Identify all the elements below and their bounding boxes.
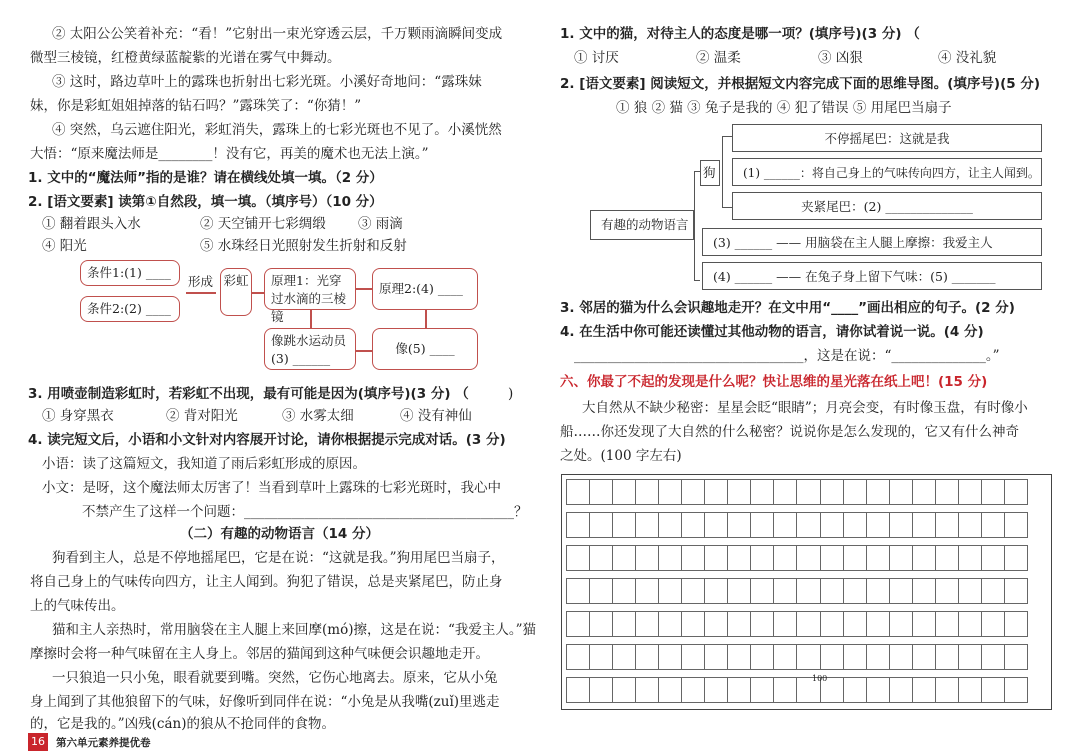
grid-cell[interactable] xyxy=(635,644,659,670)
para-3-line-1: ③ 这时，路边草叶上的露珠也折射出七彩光斑。小溪好奇地问：“露珠妹 xyxy=(52,74,482,90)
grid-cell[interactable] xyxy=(704,545,728,571)
question-1: 1. 文中的“魔法师”指的是谁？请在横线处填一填。（2 分） xyxy=(28,170,383,186)
grid-cell[interactable] xyxy=(566,479,590,505)
s2-para-3-line-3: 的，它是我的。”凶残(cán)的狼从不抢同伴的食物。 xyxy=(30,716,335,732)
flow-form-label: 形成 xyxy=(188,274,214,289)
q3-option-1: ① 身穿黑衣 xyxy=(42,408,114,424)
grid-cell[interactable] xyxy=(843,479,867,505)
dialogue-xiaowen-1: 小文：是呀，这个魔法师太厉害了！当看到草叶上露珠的七彩光斑时，我心中 xyxy=(42,480,501,496)
grid-cell[interactable] xyxy=(843,545,867,571)
grid-cell[interactable] xyxy=(981,611,1005,637)
s2-para-3-line-2: 身上闻到了其他狼留下的气味，好像听到同伴在说：“小兔是从我嘴(zuǐ)里逃走 xyxy=(30,694,500,710)
grid-cell[interactable] xyxy=(612,545,636,571)
grid-cell[interactable] xyxy=(935,512,959,538)
grid-cell[interactable] xyxy=(958,479,982,505)
s2-para-1-line-3: 上的气味传出。 xyxy=(30,598,125,614)
flow-arrow-5 xyxy=(356,350,372,352)
grid-cell[interactable] xyxy=(1004,479,1028,505)
grid-cell[interactable] xyxy=(981,578,1005,604)
grid-cell[interactable] xyxy=(635,512,659,538)
grid-cell[interactable] xyxy=(704,578,728,604)
grid-cell[interactable] xyxy=(935,479,959,505)
grid-cell[interactable] xyxy=(958,644,982,670)
grid-cell[interactable] xyxy=(681,611,705,637)
grid-cell[interactable] xyxy=(981,545,1005,571)
mind-dog-2: (1) ______：将自己身上的气味传向四方，让主人闻到。 xyxy=(732,158,1042,186)
grid-cell[interactable] xyxy=(658,578,682,604)
flow-arrow-4 xyxy=(425,310,427,328)
grid-cell[interactable] xyxy=(912,578,936,604)
section-6-title: 六、你最了不起的发现是什么呢？快让思维的星光落在纸上吧！(15 分) xyxy=(560,374,988,390)
q3-option-3: ③ 水雾太细 xyxy=(282,408,354,424)
grid-cell[interactable] xyxy=(912,677,936,703)
grid-cell[interactable] xyxy=(820,545,844,571)
grid-cell[interactable] xyxy=(935,644,959,670)
grid-cell[interactable] xyxy=(704,512,728,538)
grid-cell[interactable] xyxy=(889,578,913,604)
mind-wolf: (4) ______ —— 在兔子身上留下气味：(5) _______ xyxy=(702,262,1042,290)
grid-cell[interactable] xyxy=(820,512,844,538)
page-number: 16 xyxy=(28,733,48,751)
footer-title: 第六单元素养提优卷 xyxy=(56,737,151,749)
grid-cell[interactable] xyxy=(566,578,590,604)
grid-cell[interactable] xyxy=(912,644,936,670)
section-2-title: （二）有趣的动物语言（14 分） xyxy=(180,526,379,542)
grid-cell[interactable] xyxy=(612,677,636,703)
flow-rainbow: 彩虹 xyxy=(220,268,252,316)
r-question-4: 4. 在生活中你可能还读懂过其他动物的语言，请你试着说一说。(4 分) xyxy=(560,324,984,340)
grid-cell[interactable] xyxy=(750,578,774,604)
q3-paren-close: ) xyxy=(508,386,514,402)
grid-cell[interactable] xyxy=(658,512,682,538)
grid-cell[interactable] xyxy=(612,578,636,604)
grid-cell[interactable] xyxy=(796,578,820,604)
dialogue-xiaoyu: 小语：读了这篇短文，我知道了雨后彩虹形成的原因。 xyxy=(42,456,366,472)
para-4-line-1: ④ 突然，乌云遮住阳光，彩虹消失，露珠上的七彩光斑也不见了。小溪恍然 xyxy=(52,122,502,138)
grid-cell[interactable] xyxy=(796,512,820,538)
grid-cell[interactable] xyxy=(981,677,1005,703)
grid-cell[interactable] xyxy=(889,677,913,703)
grid-cell[interactable] xyxy=(912,611,936,637)
grid-cell[interactable] xyxy=(635,479,659,505)
para-2-line-1: ② 太阳公公笑着补充：“看！”它射出一束光穿透云层，千万颗雨滴瞬间变成 xyxy=(52,26,503,42)
grid-cell[interactable] xyxy=(750,644,774,670)
flow-condition-2: 条件2:(2) ____ xyxy=(80,296,180,322)
grid-cell[interactable] xyxy=(889,545,913,571)
q2-option-1: ① 翻着跟头入水 xyxy=(42,216,141,232)
grid-cell[interactable] xyxy=(566,644,590,670)
para-4-line-2: 大悟：“原来魔法师是________！没有它，再美的魔术也无法上演。” xyxy=(30,146,429,162)
s6-para-line-2: 船……你还发现了大自然的什么秘密？说说你是怎么发现的，它又有什么神奇 xyxy=(560,424,1019,440)
grid-cell[interactable] xyxy=(681,479,705,505)
grid-cell[interactable] xyxy=(981,644,1005,670)
grid-cell[interactable] xyxy=(635,677,659,703)
grid-cell[interactable] xyxy=(727,479,751,505)
grid-cell[interactable] xyxy=(704,479,728,505)
grid-cell[interactable] xyxy=(681,545,705,571)
grid-row xyxy=(566,677,1047,703)
grid-cell[interactable] xyxy=(866,512,890,538)
grid-cell[interactable] xyxy=(796,644,820,670)
grid-cell[interactable] xyxy=(889,644,913,670)
grid-cell[interactable] xyxy=(935,611,959,637)
grid-cell[interactable] xyxy=(773,677,797,703)
grid-cell[interactable] xyxy=(866,644,890,670)
grid-row xyxy=(566,611,1047,637)
grid-cell[interactable] xyxy=(796,479,820,505)
grid-cell[interactable] xyxy=(773,479,797,505)
flow-arrow-2 xyxy=(356,288,372,290)
grid-cell[interactable] xyxy=(773,512,797,538)
flow-arrow-1 xyxy=(252,292,264,294)
grid-cell[interactable] xyxy=(1004,611,1028,637)
grid-cell[interactable] xyxy=(981,512,1005,538)
grid-cell[interactable] xyxy=(566,545,590,571)
flow-principle-2: 原理2:(4) ____ xyxy=(372,268,478,310)
grid-cell[interactable] xyxy=(889,611,913,637)
grid-cell[interactable] xyxy=(727,578,751,604)
grid-cell[interactable] xyxy=(681,512,705,538)
grid-row xyxy=(566,479,1047,505)
grid-cell[interactable] xyxy=(843,512,867,538)
q3-option-4: ④ 没有神仙 xyxy=(400,408,472,424)
grid-cell[interactable] xyxy=(958,677,982,703)
grid-cell[interactable] xyxy=(612,644,636,670)
grid-cell[interactable] xyxy=(612,479,636,505)
grid-cell[interactable] xyxy=(589,512,613,538)
grid-cell[interactable] xyxy=(981,479,1005,505)
question-4: 4. 读完短文后，小语和小文针对内容展开讨论，请你根据提示完成对话。(3 分) xyxy=(28,432,506,448)
grid-cell[interactable] xyxy=(704,644,728,670)
question-3: 3. 用喷壶制造彩虹时，若彩虹不出现，最有可能是因为(填序号)(3 分) （ xyxy=(28,386,469,402)
grid-cell[interactable] xyxy=(1004,578,1028,604)
grid-cell[interactable] xyxy=(658,677,682,703)
grid-cell[interactable] xyxy=(1004,644,1028,670)
grid-cell[interactable] xyxy=(681,677,705,703)
flow-condition-1: 条件1:(1) ____ xyxy=(80,260,180,286)
para-3-line-2: 妹，你是彩虹姐姐掉落的钻石吗？”露珠笑了：“你猜！” xyxy=(30,98,362,114)
grid-cell[interactable] xyxy=(1004,512,1028,538)
q2-option-4: ④ 阳光 xyxy=(42,238,87,254)
grid-cell[interactable] xyxy=(658,611,682,637)
grid-cell[interactable] xyxy=(589,677,613,703)
grid-cell[interactable] xyxy=(635,578,659,604)
q2-option-3: ③ 雨滴 xyxy=(358,216,403,232)
grid-cell[interactable] xyxy=(773,545,797,571)
mind-dog: 狗 xyxy=(700,160,720,186)
grid-cell[interactable] xyxy=(704,611,728,637)
grid-cell[interactable] xyxy=(935,578,959,604)
grid-cell[interactable] xyxy=(635,545,659,571)
grid-cell[interactable] xyxy=(727,644,751,670)
s2-para-2-line-2: 摩擦时会将一种气味留在主人身上。邻居的猫闻到这种气味便会识趣地走开。 xyxy=(30,646,489,662)
grid-cell[interactable] xyxy=(912,545,936,571)
grid-cell[interactable] xyxy=(866,479,890,505)
s2-para-1-line-2: 将自己身上的气味传向四方，让主人闻到。狗犯了错误，总是夹紧尾巴，防止身 xyxy=(30,574,503,590)
r-question-3: 3. 邻居的猫为什么会识趣地走开？在文中用“____”画出相应的句子。(2 分) xyxy=(560,300,1015,316)
grid-cell[interactable] xyxy=(843,578,867,604)
grid-cell[interactable] xyxy=(866,578,890,604)
s2-para-2-line-1: 猫和主人亲热时，常用脑袋在主人腿上来回摩(mó)擦，这是在说：“我爱主人。”猫 xyxy=(52,622,537,638)
q3-option-2: ② 背对阳光 xyxy=(166,408,238,424)
grid-cell[interactable] xyxy=(796,611,820,637)
grid-cell[interactable] xyxy=(612,512,636,538)
mind-bracket-dog xyxy=(722,136,732,208)
grid-cell[interactable] xyxy=(750,512,774,538)
grid-cell[interactable] xyxy=(566,677,590,703)
grid-cell[interactable] xyxy=(750,479,774,505)
grid-cell[interactable] xyxy=(612,611,636,637)
flow-like-diver: 像跳水运动员(3) ______ xyxy=(264,328,356,370)
grid-cell[interactable] xyxy=(773,644,797,670)
mind-root: 有趣的动物语言 xyxy=(590,210,694,240)
grid-cell[interactable] xyxy=(658,644,682,670)
mind-bracket-main xyxy=(694,171,700,281)
grid-cell[interactable] xyxy=(566,512,590,538)
grid-cell[interactable] xyxy=(889,479,913,505)
grid-cell[interactable] xyxy=(589,644,613,670)
s6-para-line-3: 之处。(100 字左右) xyxy=(560,448,682,464)
grid-cell[interactable] xyxy=(843,611,867,637)
mind-dog-1: 不停摇尾巴：这就是我 xyxy=(732,124,1042,152)
grid-cell[interactable] xyxy=(958,578,982,604)
grid-cell[interactable] xyxy=(820,644,844,670)
para-2-line-2: 微型三棱镜，红橙黄绿蓝靛紫的光谱在雾气中舞动。 xyxy=(30,50,341,66)
grid-cell[interactable] xyxy=(820,611,844,637)
mind-dog-3: 夹紧尾巴：(2) ______________ xyxy=(732,192,1042,220)
s6-para-line-1: 大自然从不缺少秘密：星星会眨“眼睛”；月亮会变，有时像玉盘，有时像小 xyxy=(582,400,1028,416)
q2-option-5: ⑤ 水珠经日光照射发生折射和反射 xyxy=(200,238,407,254)
r-q4-answer-line[interactable]: __________________________________，这是在说：“______________。” xyxy=(574,348,1000,364)
r-q1-option-1: ① 讨厌 xyxy=(574,50,619,66)
mind-cat: (3) ______ —— 用脑袋在主人腿上摩擦：我爱主人 xyxy=(702,228,1042,256)
flow-like-5: 像(5) ____ xyxy=(372,328,478,370)
grid-cell[interactable] xyxy=(681,578,705,604)
grid-cell[interactable] xyxy=(750,677,774,703)
s2-para-1-line-1: 狗看到主人，总是不停地摇尾巴，它是在说：“这就是我。”狗用尾巴当扇子， xyxy=(52,550,505,566)
r-q1-option-3: ③ 凶狠 xyxy=(818,50,863,66)
grid-row xyxy=(566,578,1047,604)
grid-cell[interactable] xyxy=(958,545,982,571)
grid-cell[interactable] xyxy=(727,611,751,637)
grid-cell[interactable] xyxy=(589,611,613,637)
grid-cell[interactable] xyxy=(566,611,590,637)
grid-cell[interactable] xyxy=(589,545,613,571)
grid-cell[interactable] xyxy=(796,545,820,571)
r-q1-option-2: ② 温柔 xyxy=(696,50,741,66)
grid-cell[interactable] xyxy=(589,479,613,505)
grid-cell[interactable] xyxy=(820,578,844,604)
grid-cell[interactable] xyxy=(843,677,867,703)
grid-cell[interactable] xyxy=(912,479,936,505)
grid-cell[interactable] xyxy=(866,611,890,637)
r-q1-option-4: ④ 没礼貌 xyxy=(938,50,997,66)
grid-cell[interactable] xyxy=(589,578,613,604)
grid-cell[interactable] xyxy=(727,512,751,538)
grid-cell[interactable] xyxy=(958,512,982,538)
s2-para-3-line-1: 一只狼追一只小兔，眼看就要到嘴。突然，它伤心地离去。原来，它从小兔 xyxy=(52,670,498,686)
grid-cell[interactable] xyxy=(635,611,659,637)
r-question-1: 1. 文中的猫，对待主人的态度是哪一项？(填序号)(3 分) （ xyxy=(560,26,920,42)
grid-cell[interactable] xyxy=(773,611,797,637)
q2-option-2: ② 天空铺开七彩绸缎 xyxy=(200,216,326,232)
grid-cell[interactable] xyxy=(773,578,797,604)
grid-row xyxy=(566,644,1047,670)
grid-cell[interactable] xyxy=(866,677,890,703)
grid-cell[interactable] xyxy=(658,545,682,571)
grid-cell[interactable] xyxy=(889,512,913,538)
grid-cell[interactable] xyxy=(727,545,751,571)
grid-cell[interactable] xyxy=(750,611,774,637)
r-q2-options: ① 狼 ② 猫 ③ 兔子是我的 ④ 犯了错误 ⑤ 用尾巴当扇子 xyxy=(616,100,952,116)
question-2: 2. [语文要素] 读第①自然段，填一填。（填序号）（10 分） xyxy=(28,194,383,210)
grid-cell[interactable] xyxy=(820,479,844,505)
grid-row xyxy=(566,512,1047,538)
grid-cell[interactable] xyxy=(704,677,728,703)
writing-grid[interactable] xyxy=(561,474,1052,710)
grid-cell[interactable] xyxy=(658,479,682,505)
flow-arrow-form xyxy=(186,292,216,294)
grid-cell[interactable] xyxy=(843,644,867,670)
grid-cell[interactable] xyxy=(1004,545,1028,571)
grid-cell[interactable] xyxy=(935,545,959,571)
grid-cell[interactable] xyxy=(935,677,959,703)
grid-cell[interactable] xyxy=(727,677,751,703)
grid-cell[interactable] xyxy=(912,512,936,538)
dialogue-xiaowen-2: 不禁产生了这样一个问题：________________________________________？ xyxy=(82,504,528,520)
grid-row xyxy=(566,545,1047,571)
grid-cell[interactable] xyxy=(866,545,890,571)
grid-100-mark: 100 xyxy=(812,674,828,683)
grid-cell[interactable] xyxy=(750,545,774,571)
grid-cell[interactable] xyxy=(1004,677,1028,703)
grid-cell[interactable] xyxy=(958,611,982,637)
grid-cell[interactable] xyxy=(681,644,705,670)
r-question-2: 2. [语文要素] 阅读短文，并根据短文内容完成下面的思维导图。(填序号)(5 分) xyxy=(560,76,1041,92)
flow-principle-1: 原理1：光穿过水滴的三棱镜 xyxy=(264,268,356,310)
flow-arrow-3 xyxy=(310,310,312,328)
